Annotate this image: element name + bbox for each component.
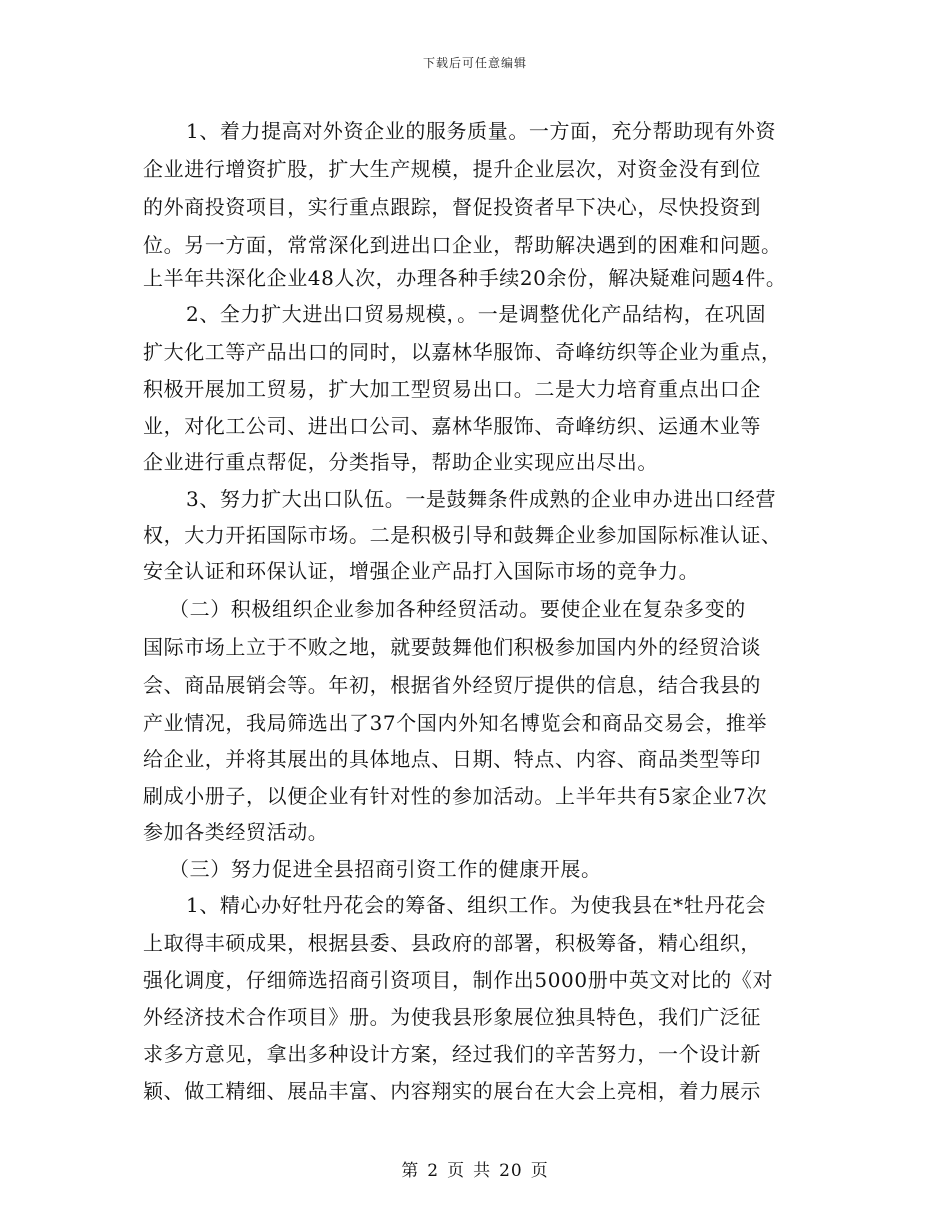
text-line: 外经济技术合作项目》册。为使我县形象展位独具特色，我们广泛征 [143,1005,761,1029]
text-line: （三）努力促进全县招商引资工作的健康开展。 [169,857,602,881]
text-line: 1、精心办好牡丹花会的筹备、组织工作。为使我县在*牡丹花会 [186,893,767,917]
text-line: 产业情况，我局筛选出了37个国内外知名博览会和商品交易会，推举 [143,711,768,735]
text-line: 上半年共深化企业48人次，办理各种手续20余份，解决疑难问题4件。 [143,266,787,290]
text-line: 强化调度，仔细筛选招商引资项目，制作出5000册中英文对比的《对 [143,968,774,992]
text-line: 的外商投资项目，实行重点跟踪，督促投资者早下决心，尽快投资到 [143,195,761,219]
page-label-prefix: 第 [401,1161,420,1181]
text-line: 1、着力提高对外资企业的服务质量。一方面，充分帮助现有外资 [186,119,777,143]
text-line: 3、努力扩大出口队伍。一是鼓舞条件成熟的企业申办进出口经营 [186,487,777,511]
total-pages: 20 [499,1161,523,1181]
text-line: 位。另一方面，常常深化到进出口企业，帮助解决遇到的困难和问题。 [143,233,782,257]
text-line: 参加各类经贸活动。 [143,820,329,844]
text-line: 国际市场上立于不败之地，就要鼓舞他们积极参加国内外的经贸洽谈 [143,635,761,659]
text-line: （二）积极组织企业参加各种经贸活动。要使企业在复杂多变的 [169,597,746,621]
text-line: 2、全力扩大进出口贸易规模，。一是调整优化产品结构，在巩固 [186,302,767,326]
text-line: 求多方意见，拿出多种设计方案，经过我们的辛苦努力，一个设计新 [143,1042,761,1066]
text-line: 会、商品展销会等。年初，根据省外经贸厅提供的信息，结合我县的 [143,673,761,697]
text-line: 企业进行增资扩股，扩大生产规模，提升企业层次，对资金没有到位 [143,157,761,181]
text-line: 扩大化工等产品出口的同时，以嘉林华服饰、奇峰纺织等企业为重点， [143,340,782,364]
text-line: 上取得丰硕成果，根据县委、县政府的部署，积极筹备，精心组织， [143,931,761,955]
text-line: 企业进行重点帮促，分类指导，帮助企业实现应出尽出。 [143,450,658,474]
page-number: 2 [427,1161,440,1181]
total-prefix: 共 [473,1161,492,1181]
total-suffix: 页 [530,1161,549,1181]
text-line: 颖、做工精细、展品丰富、内容翔实的展台在大会上亮相，着力展示 [143,1079,761,1103]
text-line: 刷成小册子，以便企业有针对性的参加活动。上半年共有5家企业7次 [143,784,768,808]
page-header-note: 下载后可任意编辑 [422,56,527,70]
text-line: 权，大力开拓国际市场。二是积极引导和鼓舞企业参加国际标准认证、 [143,523,782,547]
page-footer [0,1156,950,1181]
text-line: 安全认证和环保认证，增强企业产品打入国际市场的竞争力。 [143,559,700,583]
text-line: 业，对化工公司、进出口公司、嘉林华服饰、奇峰纺织、运通木业等 [143,414,761,438]
text-line: 积极开展加工贸易，扩大加工型贸易出口。二是大力培育重点出口企 [143,377,761,401]
page-label-mid: 页 [447,1161,466,1181]
text-line: 给企业，并将其展出的具体地点、日期、特点、内容、商品类型等印 [143,747,761,771]
